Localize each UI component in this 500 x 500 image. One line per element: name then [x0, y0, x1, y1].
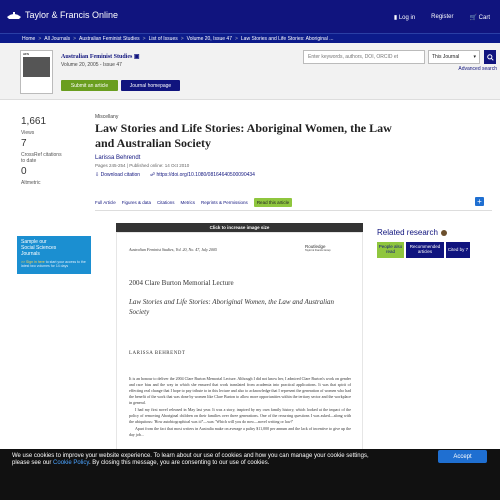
- cart-label: Cart: [478, 15, 490, 21]
- tab-figures[interactable]: Figures & data: [121, 200, 152, 205]
- increase-image-size-button[interactable]: Click to increase image size: [116, 223, 363, 232]
- journal-cover[interactable]: [20, 50, 53, 94]
- ad-small-text: [21, 260, 87, 268]
- breadcrumb-all-journals[interactable]: All Journals: [44, 35, 71, 42]
- preview-journal-line: Australian Feminist Studies, Vol. 20, No. 47, July 2005: [129, 247, 217, 252]
- site-logo[interactable]: [6, 9, 118, 21]
- breadcrumb-article: Law Stories and Life Stories: Aboriginal ...: [240, 35, 334, 42]
- breadcrumb-volume[interactable]: Volume 20, Issue 47: [186, 35, 232, 42]
- article-title: Law Stories and Life Stories: Aboriginal Women, the Law and Australian Society: [95, 121, 392, 150]
- crossref-count: 7: [21, 138, 27, 149]
- sample-journals-ad[interactable]: [17, 236, 91, 274]
- altmetric-label: Altmetric: [21, 180, 41, 186]
- download-citation-link[interactable]: [95, 172, 140, 178]
- cart-link[interactable]: 🛒 Cart: [469, 15, 490, 21]
- tab-cited-by[interactable]: Cited by 7: [446, 242, 470, 258]
- journal-header: [0, 43, 500, 100]
- preview-body: [129, 376, 351, 439]
- breadcrumb-journal[interactable]: Australian Feminist Studies: [79, 35, 140, 42]
- publisher-sub: Taylor & Francis Group: [305, 248, 331, 252]
- views-count: 1,661: [21, 116, 47, 127]
- breadcrumb: Home > All Journals > Australian Feminist Studies > List of Issues > Volume 20, Issue 47 > Law Stories and Life Stories: Aboriginal ...: [0, 33, 500, 43]
- ad-sign-in-link[interactable]: >> Sign in here: [21, 260, 45, 264]
- article-type: Miscellany: [95, 114, 119, 120]
- preview-title: Law Stories and Life Stories: Aboriginal Women, the Law and Australian Society: [129, 298, 335, 316]
- journal-title-text: Australian Feminist Studies: [61, 54, 133, 60]
- journal-homepage-button[interactable]: Journal homepage: [121, 80, 180, 91]
- cookie-policy-link[interactable]: Cookie Policy: [53, 460, 89, 466]
- related-tabs: [377, 242, 470, 258]
- top-bar: [0, 0, 500, 33]
- related-research-title: Related research: [377, 228, 438, 237]
- lamp-logo-icon: [6, 9, 22, 21]
- cookie-text-2a: please see our: [12, 460, 54, 466]
- search-input[interactable]: [303, 50, 425, 64]
- link-icon: ☍: [150, 172, 156, 178]
- submit-article-button[interactable]: Submit an article: [61, 80, 118, 91]
- related-research-heading: [377, 228, 447, 237]
- breadcrumb-home[interactable]: Home: [22, 35, 36, 42]
- divider: [95, 210, 492, 211]
- accept-cookies-button[interactable]: Accept: [438, 450, 487, 463]
- download-citation-label: Download citation: [100, 172, 141, 178]
- journal-title[interactable]: [61, 53, 140, 60]
- ad-small-label: to start your access to the latest two volumes for 14 days: [21, 260, 86, 269]
- advanced-search-link[interactable]: Advanced search: [458, 66, 497, 72]
- download-icon: ⇩: [95, 172, 100, 178]
- preview-lecture: 2004 Clare Burton Memorial Lecture: [129, 279, 234, 287]
- brand-name: Taylor & Francis Online: [25, 10, 119, 20]
- tab-citations[interactable]: Citations: [157, 200, 175, 205]
- search-icon: [487, 54, 494, 61]
- ad-line-3: Journals: [21, 251, 40, 257]
- article-metrics: [21, 116, 65, 188]
- info-icon[interactable]: [441, 230, 447, 236]
- search-scope-select[interactable]: [428, 50, 480, 64]
- ad-line-2: Social Sciences: [21, 245, 57, 251]
- search-button[interactable]: [484, 50, 496, 64]
- ad-line-1: Sample our: [21, 239, 47, 245]
- login-label: Log in: [398, 15, 416, 21]
- breadcrumb-issues[interactable]: List of Issues: [148, 35, 178, 42]
- cookie-banner: [0, 449, 500, 500]
- cover-title: AFS: [23, 52, 29, 56]
- cookie-text-2: [12, 460, 488, 467]
- views-label: Views: [21, 130, 35, 136]
- tab-recommended-articles[interactable]: Recommended articles: [406, 242, 444, 258]
- publisher-logo: [305, 245, 331, 252]
- cookie-text-2b: . By closing this message, you are consenting to our use of cookies.: [88, 460, 270, 466]
- article-tabs: [95, 198, 292, 207]
- preview-paragraph: Apart from the fact that most writers in Australia make on average a paltry $11,000 per annum and the lack of incentive to give up the day job...: [129, 426, 351, 437]
- tab-reprints[interactable]: Reprints & Permissions: [201, 200, 248, 205]
- publisher-name: Routledge: [305, 244, 326, 249]
- tab-metrics[interactable]: Metrics: [180, 200, 196, 205]
- altmetric-count: 0: [21, 166, 27, 177]
- preview-paragraph: It is an honour to deliver the 2004 Clare Burton Memorial Lecture. Although I did not know her, I admired Clare Burton's work on gender and race bias and the way in which she ensured that work translated from academia into practical applications. It was that spirit of effecting real change that I hope to pay tribute to in this lecture and also to acknowledge that I represent the generation of women who had the benefit of the work that was done by women like Clare Burton to allow more opportunities within the tertiary sector and the workplace in general.: [129, 376, 351, 405]
- login-link[interactable]: ▮ Log in: [393, 15, 416, 21]
- open-icon: ▣: [133, 54, 140, 60]
- cover-image: [23, 57, 50, 77]
- preview-author: LARISSA BEHRENDT: [129, 351, 186, 356]
- doi-label: https://doi.org/10.1080/08164640500090434: [156, 172, 255, 178]
- author-link[interactable]: Larissa Behrendt: [95, 155, 141, 161]
- publication-info: Pages 245-254 | Published online: 14 Oct 2010: [95, 163, 190, 168]
- first-page-preview[interactable]: [116, 232, 363, 452]
- tab-full-article[interactable]: Full Article: [95, 200, 116, 205]
- crossref-label: CrossRef citations to date: [21, 152, 62, 164]
- register-link[interactable]: Register: [431, 14, 454, 20]
- journal-volume[interactable]: Volume 20, 2005 - Issue 47: [61, 62, 122, 68]
- doi-link[interactable]: [150, 172, 255, 178]
- tab-people-also-read[interactable]: People also read: [377, 242, 404, 258]
- read-article-button[interactable]: Read this article: [254, 198, 292, 207]
- chevron-down-icon: ▾: [473, 54, 476, 60]
- cookie-text-1: We use cookies to improve your website experience. To learn about our use of cookies and how you can manage your cookie settings,: [12, 453, 369, 459]
- search-scope-value: This Journal: [432, 54, 460, 60]
- share-plus-icon[interactable]: +: [475, 197, 484, 206]
- preview-paragraph: I had my first novel released in May last year. It was a story, inspired by my own family history, which looked at the impact of the policy of removing Aboriginal children on their families over three generations. One of the recurring questions I was asked—along with the ubiquitous: 'How autobiographical was it?'—was: 'Which will you do now—novel writing or law?': [129, 407, 351, 424]
